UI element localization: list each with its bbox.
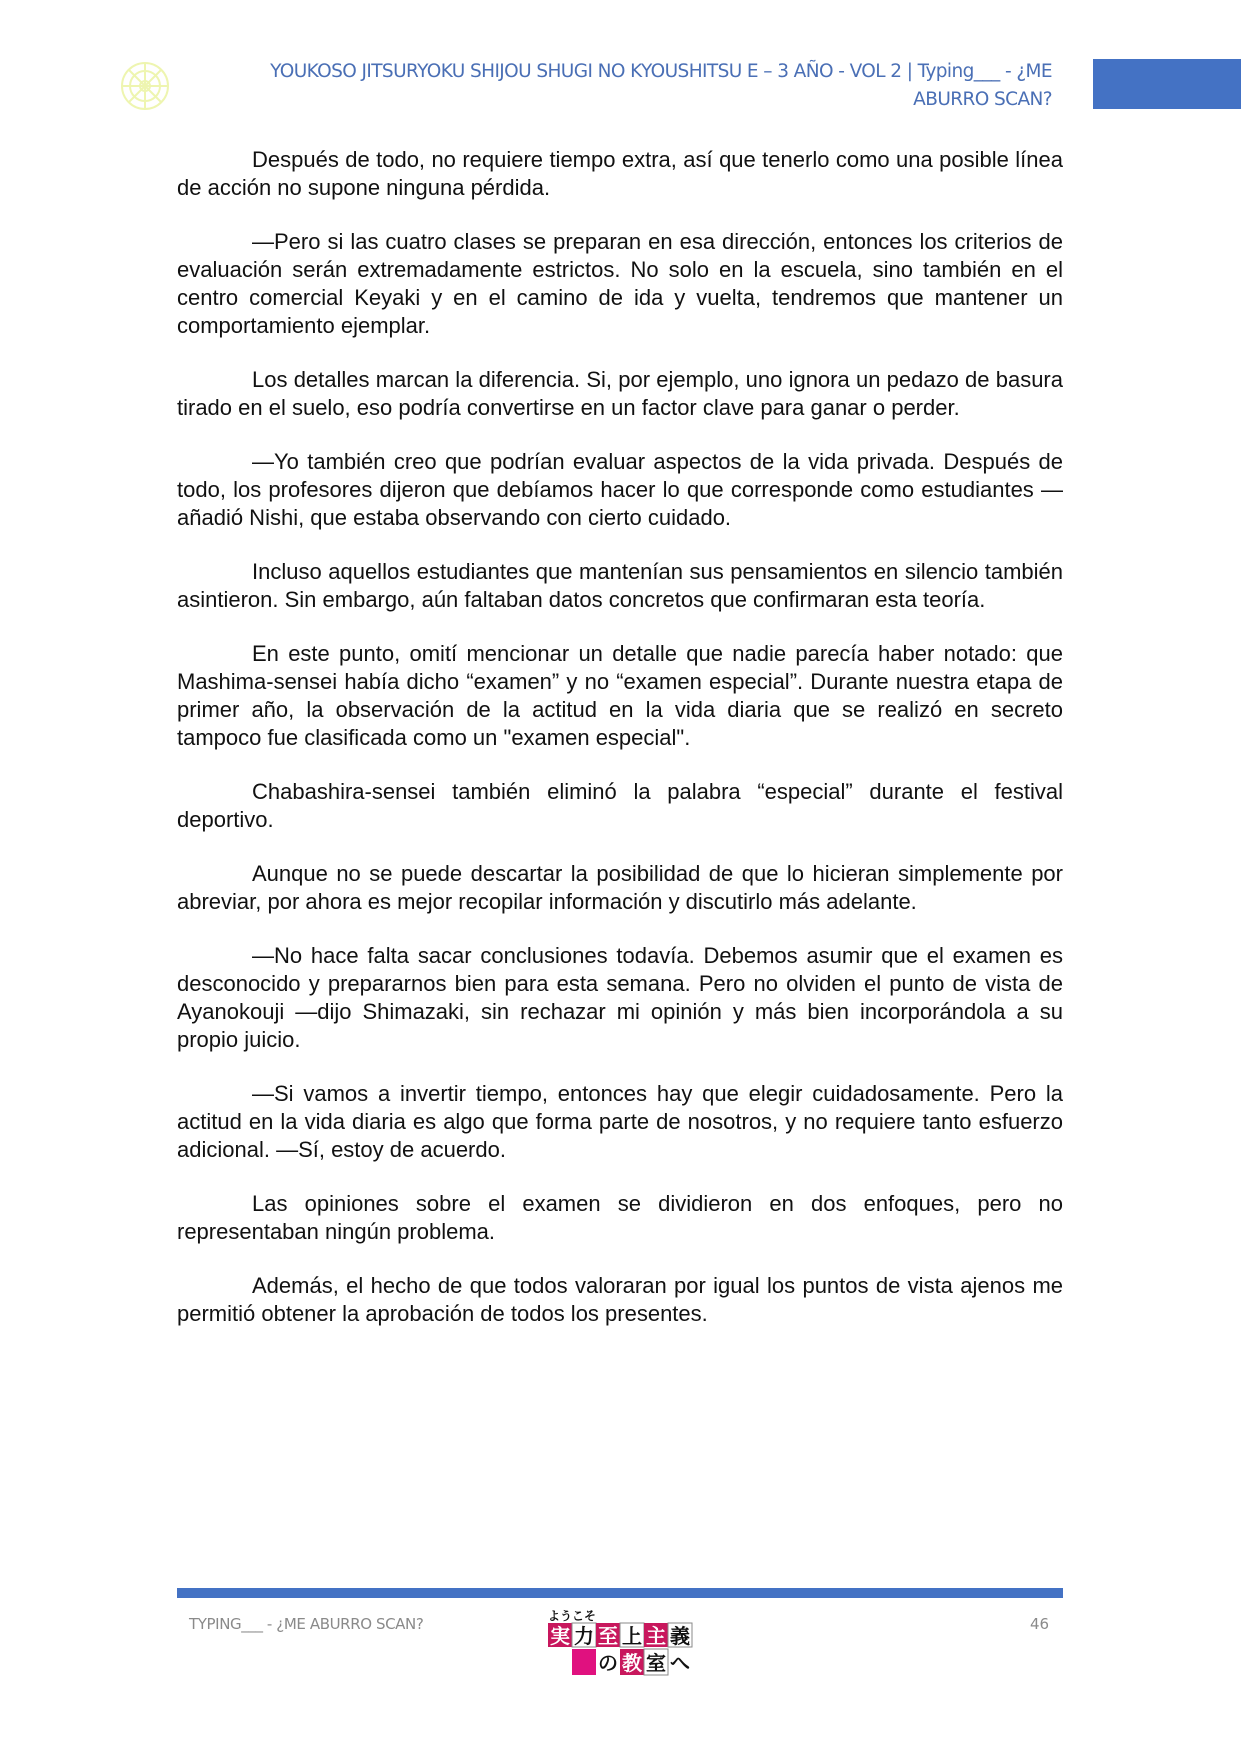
svg-text:室: 室 [646,1651,666,1675]
svg-text:ようこそ: ようこそ [548,1609,597,1623]
footer-accent-bar [177,1588,1063,1598]
header-title: YOUKOSO JITSURYOKU SHIJOU SHUGI NO KYOUSHITSU E – 3 AÑO - VOL 2 | Typing___ - ¿ME ABURRO SCAN? [270,61,1052,110]
paragraph: Incluso aquellos estudiantes que mantenían sus pensamientos en silencio también asintieron. Sin embargo, aún faltaban datos concretos que confirmaran esta teoría. [177,559,1063,612]
document-body [177,146,1063,1354]
paragraph: Aunque no se puede descartar la posibilidad de que lo hicieran simplemente por abreviar, por ahora es mejor recopilar información y discutirlo más adelante. [177,861,1063,914]
paragraph: Después de todo, no requiere tiempo extra, así que tenerlo como una posible línea de acción no supone ninguna pérdida. [177,147,1063,200]
page-number: 46 [1030,1615,1050,1633]
header-accent-bar [1093,59,1241,109]
svg-text:主: 主 [646,1624,666,1648]
svg-text:上: 上 [622,1624,642,1648]
paragraph: Las opiniones sobre el examen se dividieron en dos enfoques, pero no representaban ningún problema. [177,1191,1063,1244]
svg-text:力: 力 [574,1624,594,1648]
paragraph: —Yo también creo que podrían evaluar aspectos de la vida privada. Después de todo, los profesores dijeron que debíamos hacer lo que corresponde como estudiantes —añadió Nishi, que estaba observando con cierto cuidado. [177,449,1063,530]
paragraph: En este punto, omití mencionar un detalle que nadie parecía haber notado: que Mashima-sensei había dicho “examen” y no “examen especial”. Durante nuestra etapa de primer año, la observación de la actitud en la vida diaria que se realizó en secreto tampoco fue clasificada como un "examen especial". [177,641,1063,750]
svg-text:至: 至 [598,1624,618,1648]
footer-text: TYPING___ - ¿ME ABURRO SCAN? [189,1615,424,1633]
svg-text:へ: へ [670,1651,690,1675]
svg-text:教: 教 [622,1651,642,1675]
paragraph: Además, el hecho de que todos valoraran por igual los puntos de vista ajenos me permitió obtener la aprobación de todos los presentes. [177,1273,1063,1326]
paragraph: —No hace falta sacar conclusiones todavía. Debemos asumir que el examen es desconocido y prepararnos bien para esta semana. Pero no olviden el punto de vista de Ayanokouji —dijo Shimazaki, sin rechazar mi opinión y más bien incorporándola a su propio juicio. [177,943,1063,1052]
paragraph: —Pero si las cuatro clases se preparan en esa dirección, entonces los criterios de evaluación serán extremadamente estrictos. No solo en la escuela, sino también en el centro comercial Keyaki y en el camino de ida y vuelta, tendremos que mantener un comportamiento ejemplar. [177,229,1063,338]
header-emblem-icon [120,61,170,111]
paragraph: Los detalles marcan la diferencia. Si, por ejemplo, uno ignora un pedazo de basura tirado en el suelo, eso podría convertirse en un factor clave para ganar o perder. [177,367,1063,420]
paragraph: Chabashira-sensei también eliminó la palabra “especial” durante el festival deportivo. [177,779,1063,832]
paragraph: —Si vamos a invertir tiempo, entonces hay que elegir cuidadosamente. Pero la actitud en la vida diaria es algo que forma parte de nosotros, y no requiere tanto esfuerzo adicional. —Sí, estoy de acuerdo. [177,1081,1063,1162]
svg-text:実: 実 [550,1624,570,1648]
svg-text:の: の [598,1651,618,1675]
series-logo [546,1608,696,1678]
svg-text:義: 義 [670,1624,690,1648]
